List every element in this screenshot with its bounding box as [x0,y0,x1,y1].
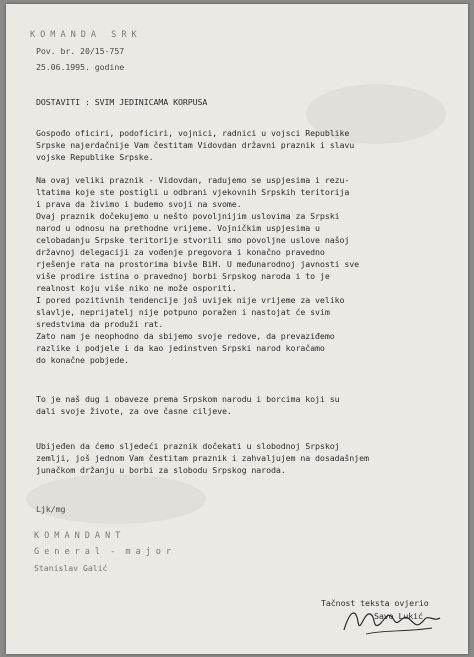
text-line: rješenje rata na prostorima bivše BiH. U međunarodnoj javnosti sve [36,259,360,269]
text-line: celobadanju Srpske teritorije stvorili smo povoljne uslove našoj [36,235,350,245]
text-line: više prodire istina o pravednoj borbi Srpskog naroda i to je [36,271,330,281]
text-line: dali svoje živote, za ove časne ciljeve. [36,406,232,416]
text-line: I pored pozitivnih tendencije još uvijek nije vrijeme za veliko [36,295,345,305]
text-line: i prava da živimo i budemo svoji na svome. [36,199,242,209]
text-line: vojske Republike Srpske. [36,152,154,162]
certification-label: Tačnost teksta ovjerio [321,598,429,608]
text-line: Srpske najerdačnije Vam čestitam Vidovdan državni praznik i slavu [36,140,355,150]
text-line: narod u odnosu na prethodne vrijeme. Vojničkim uspjesima u [36,223,320,233]
text-line: zemlji, još jednom Vam čestitam praznik i zahvaljujem na dosadašnjem [36,453,369,463]
text-line: sredstvima da produži rat. [36,319,164,329]
handwritten-signature [336,600,446,640]
commander-title: K O M A N D A N T [34,531,121,541]
header-command: K O M A N D A S R K [30,30,137,40]
document-page [6,4,468,654]
text-line: To je naš dug i obaveze prema Srpskom narodu i borcima koji su [36,394,340,404]
address-line: DOSTAVITI : SVIM JEDINICAMA KORPUSA [36,97,208,107]
text-line: ltatima koje ste postigli u odbrani vjekovnih Srpskih teritorija [36,187,350,197]
text-line: slavlje, neprijatelj nije potpuno poražen i nastojat će svim [36,307,330,317]
certifier-name: Savo Lukić [374,611,423,621]
text-line: do konačne pobjede. [36,355,130,365]
text-line: Zato nam je neophodno da sbijemo svoje redove, da prevaziđemo [36,331,335,341]
text-line: Ubijeđen da ćemo sljedeći praznik dočekati u slobodnoj Srpskoj [36,441,340,451]
commander-rank: G e n e r a l - m a j o r [34,547,171,557]
text-line: razlike i podjele i da kao jedinstven Srpski narod koračamo [36,343,325,353]
text-line: državnoj delegaciji za vođenje pregovora i konačno pravedno [36,247,325,257]
typist-initials: Ljk/mg [36,504,66,514]
header-date: 25.06.1995. godine [36,62,125,72]
text-line: Gospođo oficiri, podoficiri, vojnici, radnici u vojsci Republike [36,128,350,138]
header-reference: Pov. br. 20/15-757 [36,46,125,56]
text-line: realnost koju više niko ne može osporiti. [36,283,237,293]
text-line: Ovaj praznik dočekujemo u nešto povoljnijim uslovima za Srpski [36,211,340,221]
text-line: junačkom držanju u borbi za slobodu Srpskog naroda. [36,465,286,475]
commander-name: Stanislav Galić [34,563,108,573]
text-line: Na ovaj veliki praznik - Vidovdan, radujemo se uspjesima i rezu- [36,175,350,185]
